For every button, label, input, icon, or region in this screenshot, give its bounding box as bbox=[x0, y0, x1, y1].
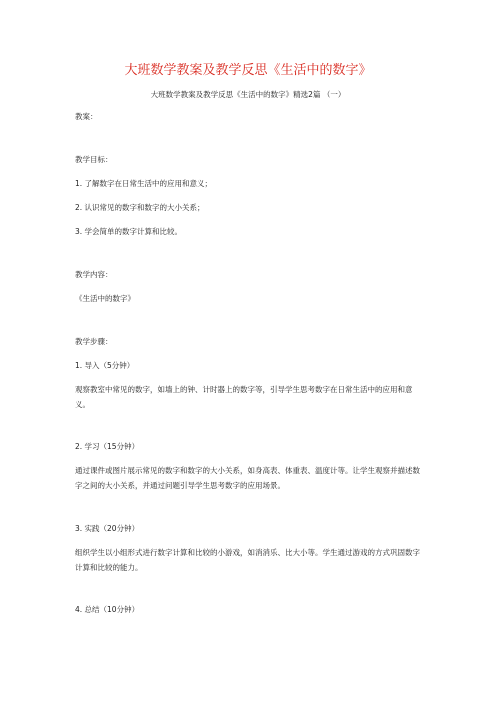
step-body-2: 通过课件或图片展示常见的数字和数字的大小关系，如身高表、体重表、温度计等。让学生观察并描述数字之间的大小关系，并通过问题引导学生思考数字的应用场景。 bbox=[75, 466, 420, 490]
content-text: 《生活中的数字》 bbox=[75, 294, 135, 303]
step-body-3: 组织学生以小组形式进行数字计算和比较的小游戏，如消消乐、比大小等。学生通过游戏的方式巩固数字计算和比较的能力。 bbox=[75, 548, 420, 572]
step-heading-1: 1. 导入（5分钟） bbox=[75, 361, 135, 370]
document-subtitle: 大班数学教案及教学反思《生活中的数字》精选2篇 （一） bbox=[150, 90, 346, 99]
section-label-jiaoan: 教案： bbox=[75, 112, 98, 121]
goal-item-2: 2. 认识常见的数字和数字的大小关系； bbox=[75, 203, 205, 212]
step-heading-3: 3. 实践（20分钟） bbox=[75, 524, 140, 533]
goal-item-3: 3. 学会简单的数字计算和比较。 bbox=[75, 227, 183, 236]
goals-heading: 教学目标： bbox=[75, 155, 113, 164]
step-heading-4: 4. 总结（10分钟） bbox=[75, 605, 140, 614]
step-heading-2: 2. 学习（15分钟） bbox=[75, 442, 140, 451]
document-title: 大班数学教案及教学反思《生活中的数字》 bbox=[124, 63, 372, 78]
goal-item-1: 1. 了解数字在日常生活中的应用和意义； bbox=[75, 179, 213, 188]
step-body-1: 观察教室中常见的数字，如墙上的钟、计时器上的数字等，引导学生思考数字在日常生活中的应用和意义。 bbox=[75, 385, 413, 409]
content-heading: 教学内容： bbox=[75, 270, 113, 279]
steps-heading: 教学步骤： bbox=[75, 337, 113, 346]
